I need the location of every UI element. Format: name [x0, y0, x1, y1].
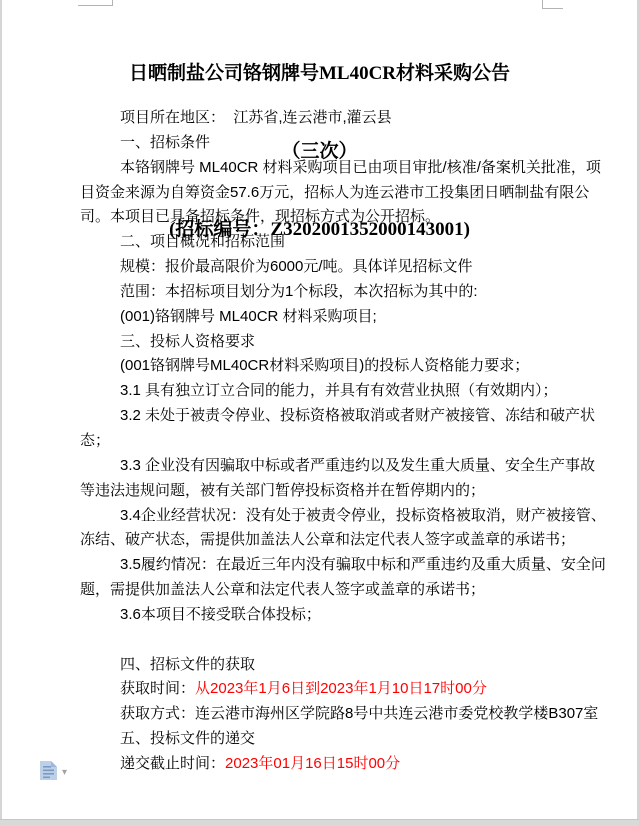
line-text: 获取方式：连云港市海州区学院路8号中共连云港市委党校教学楼B307室	[120, 705, 599, 723]
document-line	[80, 379, 590, 404]
line-text: 态；	[80, 431, 111, 449]
line-text: 冻结、破产状态，需提供加盖法人公章和法定代表人签字或盖章的承诺书；	[80, 531, 576, 549]
text-boundary-mark-left	[112, 0, 113, 5]
line-text: 3.5履约情况：在最近三年内没有骗取中标和严重违约及重大质量、安全问	[120, 556, 606, 574]
document-line	[80, 752, 590, 777]
line-text: 一、招标条件	[120, 133, 211, 151]
paste-options-icon	[40, 761, 57, 785]
text-boundary-mark-right	[542, 0, 543, 8]
document-line	[80, 702, 599, 727]
document-line	[80, 181, 590, 206]
document-line	[80, 504, 606, 529]
line-text: 3.3 企业没有因骗取中标或者严重违约以及发生重大质量、安全生产事故	[120, 456, 596, 474]
line-text: 目资金来源为自筹资金57.6万元，招标人为连云港市工投集团日晒制盐有限公	[80, 183, 590, 201]
document-line	[80, 230, 590, 255]
title-line-2: （三次）	[281, 141, 358, 162]
line-text: 二、项目概况和招标范围	[120, 233, 286, 251]
document-line	[80, 156, 601, 181]
line-text: 项目所在地区： 江苏省,连云港市,灌云县	[120, 109, 392, 126]
document-line	[80, 354, 590, 379]
document-line	[80, 727, 590, 752]
line-text: 司。本项目已具备招标条件，现招标方式为公开招标。	[80, 208, 441, 226]
document-line	[80, 255, 590, 280]
line-text: 本铬钢牌号 ML40CR 材料采购项目已由项目审批/核准/备案机关批准，项	[120, 158, 601, 176]
line-text: (001铬钢牌号ML40CR材料采购项目)的投标人资格能力要求；	[120, 357, 530, 375]
line-text: 3.1 具有独立订立合同的能力，并具有有效营业执照（有效期内）；	[120, 382, 558, 400]
document-line	[80, 528, 590, 553]
line-text: 规模：报价最高限价为6000元/吨。具体详见招标文件	[120, 258, 473, 276]
line-text: (001)铬钢牌号 ML40CR 材料采购项目;	[120, 307, 377, 325]
line-text: 五、投标文件的递交	[120, 730, 256, 748]
document-line	[80, 131, 590, 156]
document-line	[80, 106, 590, 131]
document-line	[80, 578, 590, 603]
line-text: 四、招标文件的获取	[120, 655, 256, 673]
line-text: 等违法违规问题，被有关部门暂停投标资格并在暂停期内的；	[80, 481, 486, 499]
document-line	[80, 603, 590, 628]
document-line	[80, 429, 590, 454]
deadline-highlight-text: 从2023年1月6日到2023年1月10日17时00分	[195, 680, 487, 698]
chevron-down-icon[interactable]: ▾	[62, 767, 68, 778]
title-line-1: 日晒制盐公司铬钢牌号ML40CR材料采购公告	[128, 63, 511, 84]
document-line	[80, 404, 596, 429]
document-line	[80, 330, 590, 355]
line-text: 3.2 未处于被责令停业、投标资格被取消或者财产被接管、冻结和破产状	[120, 407, 596, 425]
document-line	[80, 653, 590, 678]
line-text: 3.6本项目不接受联合体投标；	[120, 605, 321, 623]
line-text: 递交截止时间：	[120, 754, 226, 772]
line-text: 题，需提供加盖法人公章和法定代表人签字或盖章的承诺书；	[80, 581, 486, 599]
document-line	[80, 280, 590, 305]
text-boundary-mark-left	[78, 5, 113, 6]
page-bottom-gap	[0, 819, 639, 826]
line-text: 范围：本招标项目划分为1个标段，本次招标为其中的:	[120, 282, 478, 300]
line-text: 3.4企业经营状况：没有处于被责令停业，投标资格被取消，财产被接管、	[120, 506, 606, 524]
line-text: 获取时间：	[120, 680, 196, 698]
document-line	[80, 305, 590, 330]
document-line	[80, 205, 590, 230]
document-line	[80, 628, 590, 653]
page-left-edge	[0, 0, 2, 820]
document-line	[80, 677, 590, 702]
deadline-highlight-text: 2023年01月16日15时00分	[225, 754, 401, 772]
title-line-3: (招标编号：Z3202001352000143001)	[169, 219, 470, 240]
document-body	[80, 106, 606, 777]
document-line	[80, 454, 596, 479]
line-text: 三、投标人资格要求	[120, 332, 256, 350]
document-line	[80, 479, 590, 504]
document-line	[80, 553, 606, 578]
paste-options-button[interactable]	[40, 761, 67, 785]
